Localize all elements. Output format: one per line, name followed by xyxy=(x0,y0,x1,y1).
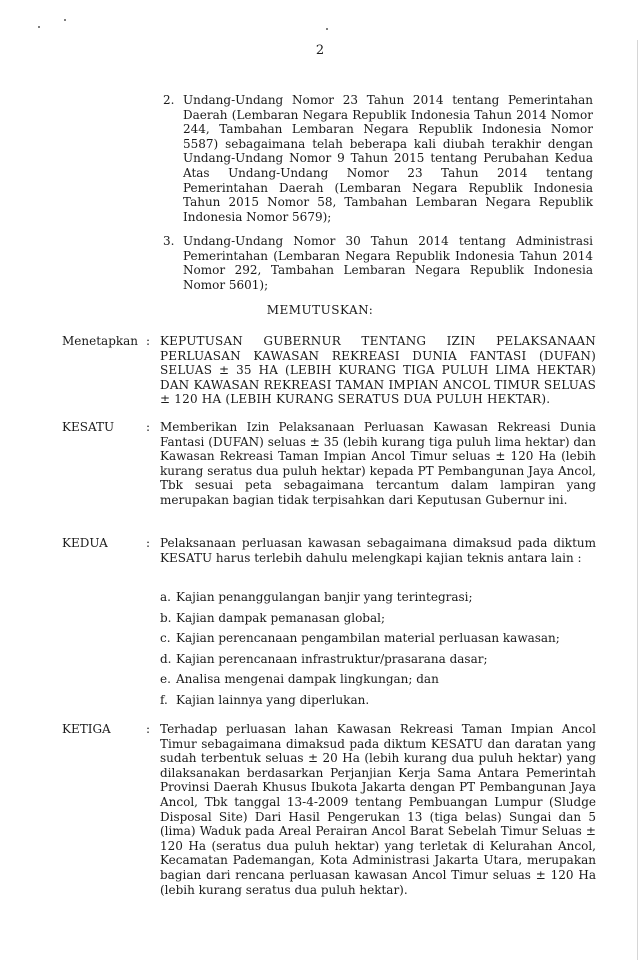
consideration-number: 2. xyxy=(163,93,175,107)
consideration-number: 3. xyxy=(163,234,175,248)
section-label: KEDUA xyxy=(62,536,108,550)
consideration-item xyxy=(163,234,593,292)
section-colon: : xyxy=(146,722,151,736)
section-label: KESATU xyxy=(62,420,115,434)
list-item xyxy=(160,672,600,693)
list-item xyxy=(160,631,600,652)
scan-edge-line xyxy=(637,40,638,960)
list-marker: f. xyxy=(160,692,168,707)
list-text: Kajian lainnya yang diperlukan. xyxy=(176,692,370,707)
section-text: Pelaksanaan perluasan kawasan sebagaimana dimaksud pada diktum KESATU harus terlebih dahulu melengkapi kajian teknis antara lain : xyxy=(160,536,596,565)
list-text: Analisa mengenai dampak lingkungan; dan xyxy=(176,672,439,686)
section-kesatu xyxy=(62,420,596,508)
kedua-list xyxy=(160,590,600,713)
list-marker: a. xyxy=(160,590,171,604)
scan-speck xyxy=(64,19,66,21)
section-ketiga xyxy=(62,722,596,897)
scan-speck xyxy=(38,26,40,28)
list-item xyxy=(160,590,600,611)
consideration-item xyxy=(163,93,593,224)
list-marker: e. xyxy=(160,672,171,686)
scan-speck xyxy=(326,28,328,30)
list-marker: c. xyxy=(160,631,171,645)
section-text: Terhadap perluasan lahan Kawasan Rekreasi Taman Impian Ancol Timur sebagaimana dimaksud pada diktum KESATU dan daratan yang sudah terbentuk seluas ± 20 Ha (lebih kurang dua puluh hektar) yang dilaksanakan berdasarkan Perjanjian Kerja Sama Antara Pemerintah Provinsi Daerah Khusus Ibukota Jakarta dengan PT Pembangunan Jaya Ancol, Tbk tanggal 13-4-2009 tentang Pembuangan Lumpur (Sludge Disposal Site) Dari Hasil Pengerukan 13 (tiga belas) Sungai dan 5 (lima) Waduk pada Areal Perairan Ancol Barat Sebelah Timur Seluas ± 120 Ha (seratus dua puluh hektar) yang terletak di Kelurahan Ancol, Kecamatan Pademangan, Kota Administrasi Jakarta Utara, merupakan bagian dari rencana perluasan kawasan Ancol Timur seluas ± 120 Ha (lebih kurang seratus dua puluh hektar). xyxy=(160,722,596,897)
section-kedua xyxy=(62,536,596,565)
list-item xyxy=(160,693,600,714)
section-colon: : xyxy=(146,536,151,550)
list-item xyxy=(160,611,600,632)
section-colon: : xyxy=(146,334,151,348)
consideration-text: Undang-Undang Nomor 30 Tahun 2014 tentang Administrasi Pemerintahan (Lembaran Negara Republik Indonesia Tahun 2014 Nomor 292, Tambahan Lembaran Negara Republik Indonesia Nomor 5601); xyxy=(183,234,593,292)
list-marker: d. xyxy=(160,651,172,666)
section-colon: : xyxy=(146,420,151,434)
list-item xyxy=(160,652,600,673)
decree-title: KEPUTUSAN GUBERNUR TENTANG IZIN PELAKSANAAN PERLUASAN KAWASAN REKREASI DUNIA FANTASI (DUFAN) SELUAS ± 35 HA (LEBIH KURANG TIGA PULUH LIMA HEKTAR) DAN KAWASAN REKREASI TAMAN IMPIAN ANCOL TIMUR SELUAS ± 120 HA (LEBIH KURANG SERATUS DUA PULUH HEKTAR). xyxy=(160,334,596,407)
list-text: Kajian perencanaan infrastruktur/prasarana dasar; xyxy=(176,651,488,666)
list-text: Kajian dampak pemanasan global; xyxy=(176,610,386,625)
section-text: Memberikan Izin Pelaksanaan Perluasan Kawasan Rekreasi Dunia Fantasi (DUFAN) seluas ± 35 (lebih kurang tiga puluh lima hektar) dan Kawasan Rekreasi Taman Impian Ancol Timur seluas ± 120 Ha (lebih kurang seratus dua puluh hektar) kepada PT Pembangunan Jaya Ancol, Tbk sesuai peta sebagaimana tercantum dalam lampiran yang merupakan bagian tidak terpisahkan dari Keputusan Gubernur ini. xyxy=(160,420,596,507)
section-label: Menetapkan xyxy=(62,334,139,348)
section-menetapkan xyxy=(62,334,596,407)
list-marker: b. xyxy=(160,610,172,625)
list-text: Kajian penanggulangan banjir yang terintegrasi; xyxy=(176,590,473,604)
decision-heading: MEMUTUSKAN: xyxy=(266,303,374,317)
page-number: 2 xyxy=(315,43,325,58)
consideration-text: Undang-Undang Nomor 23 Tahun 2014 tentang Pemerintahan Daerah (Lembaran Negara Republik Indonesia Tahun 2014 Nomor 244, Tambahan Lembaran Negara Republik Indonesia Nomor 5587) sebagaimana telah beberapa kali diubah terakhir dengan Undang-Undang Nomor 9 Tahun 2015 tentang Perubahan Kedua Atas Undang-Undang Nomor 23 Tahun 2014 tentang Pemerintahan Daerah (Lembaran Negara Republik Indonesia Tahun 2015 Nomor 58, Tambahan Lembaran Negara Republik Indonesia Nomor 5679); xyxy=(183,93,593,224)
list-text: Kajian perencanaan pengambilan material perluasan kawasan; xyxy=(176,631,560,645)
section-label: KETIGA xyxy=(62,722,111,736)
